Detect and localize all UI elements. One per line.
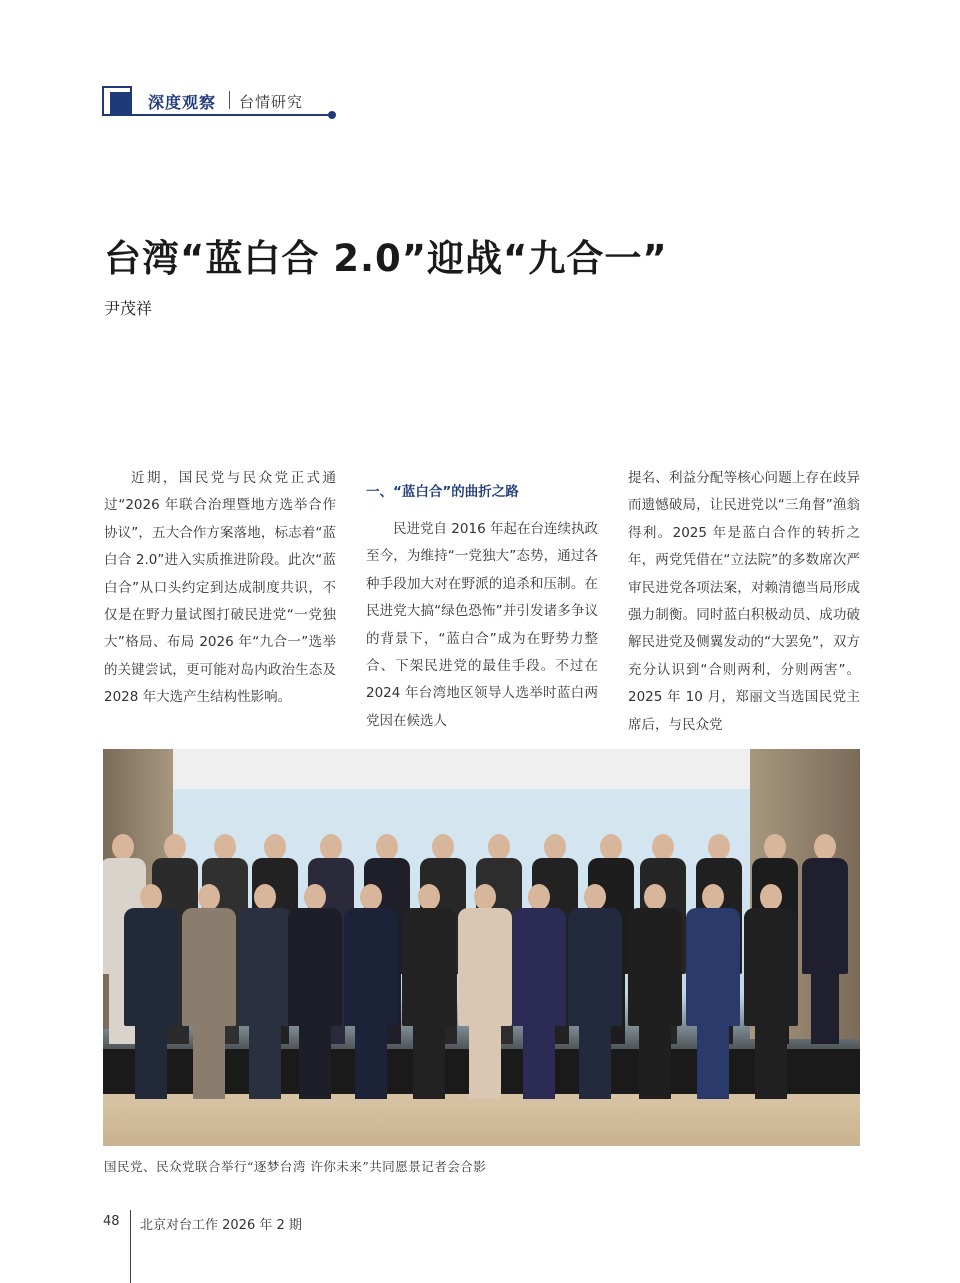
person-head bbox=[528, 884, 550, 910]
photo-floor bbox=[103, 1094, 860, 1146]
section-subtitle: 台情研究 bbox=[239, 93, 304, 111]
article-title: 台湾“蓝白合 2.0”迎战“九合一” bbox=[104, 237, 668, 280]
person-body bbox=[686, 908, 740, 1026]
person-head bbox=[652, 834, 674, 860]
person-head bbox=[164, 834, 186, 860]
person-legs bbox=[639, 1026, 671, 1099]
section-underline bbox=[102, 114, 331, 116]
person-body bbox=[744, 908, 798, 1026]
person-body bbox=[458, 908, 512, 1026]
person-legs bbox=[249, 1026, 281, 1099]
group-photo bbox=[103, 749, 860, 1146]
person-body bbox=[238, 908, 292, 1026]
footer-separator bbox=[130, 1210, 131, 1283]
photo-person bbox=[344, 884, 398, 1099]
photo-person bbox=[686, 884, 740, 1099]
photo-person bbox=[628, 884, 682, 1099]
person-head bbox=[474, 884, 496, 910]
person-legs bbox=[579, 1026, 611, 1099]
person-head bbox=[488, 834, 510, 860]
paragraph-2: 民进党自 2016 年起在台连续执政至今，为维持“一党独大”态势，通过各种手段加大对在野派的追杀和压制。在民进党大搞“绿色恐怖”并引发诸多争议的背景下，“蓝白合”成为在野势力整合、下架民进党的最佳手段。不过在 2024 年台湾地区领导人选举时蓝白两党因在候选人 bbox=[366, 521, 598, 729]
person-head bbox=[320, 834, 342, 860]
person-head bbox=[814, 834, 836, 860]
person-head bbox=[432, 834, 454, 860]
photo-person bbox=[124, 884, 178, 1099]
text-column-3 bbox=[628, 465, 860, 739]
person-head bbox=[198, 884, 220, 910]
person-head bbox=[264, 834, 286, 860]
photo-caption: 国民党、民众党联合举行“逐梦台湾 许你未来”共同愿景记者会合影 bbox=[104, 1159, 487, 1174]
person-body bbox=[402, 908, 456, 1026]
subheading: 一、“蓝白合”的曲折之路 bbox=[366, 484, 519, 500]
person-legs bbox=[135, 1026, 167, 1099]
person-head bbox=[214, 834, 236, 860]
person-body bbox=[288, 908, 342, 1026]
section-title: 深度观察 bbox=[148, 93, 217, 112]
photo-person bbox=[402, 884, 456, 1099]
section-dot-icon bbox=[328, 111, 336, 119]
article-author: 尹茂祥 bbox=[104, 299, 153, 318]
person-body bbox=[512, 908, 566, 1026]
person-head bbox=[254, 884, 276, 910]
photo-person bbox=[458, 884, 512, 1099]
photo-person bbox=[802, 834, 848, 1044]
person-legs bbox=[299, 1026, 331, 1099]
person-legs bbox=[811, 974, 839, 1045]
person-head bbox=[544, 834, 566, 860]
person-head bbox=[140, 884, 162, 910]
photo-person bbox=[288, 884, 342, 1099]
person-legs bbox=[413, 1026, 445, 1099]
text-column-1 bbox=[104, 465, 336, 712]
person-legs bbox=[355, 1026, 387, 1099]
photo-ceiling bbox=[103, 749, 860, 789]
person-head bbox=[702, 884, 724, 910]
person-legs bbox=[469, 1026, 501, 1099]
person-head bbox=[418, 884, 440, 910]
person-body bbox=[568, 908, 622, 1026]
section-tag bbox=[102, 86, 334, 118]
photo-person bbox=[568, 884, 622, 1099]
page-number: 48 bbox=[103, 1214, 120, 1229]
person-head bbox=[304, 884, 326, 910]
person-head bbox=[584, 884, 606, 910]
text-column-2 bbox=[366, 465, 598, 735]
person-head bbox=[644, 884, 666, 910]
person-legs bbox=[755, 1026, 787, 1099]
person-legs bbox=[193, 1026, 225, 1099]
person-head bbox=[360, 884, 382, 910]
person-body bbox=[124, 908, 178, 1026]
publication-name: 北京对台工作 2026 年 2 期 bbox=[140, 1218, 302, 1233]
photo-person bbox=[182, 884, 236, 1099]
section-square-fill bbox=[110, 92, 132, 116]
section-separator bbox=[229, 91, 230, 109]
photo-person bbox=[512, 884, 566, 1099]
person-body bbox=[802, 858, 848, 974]
person-head bbox=[112, 834, 134, 860]
person-head bbox=[376, 834, 398, 860]
person-body bbox=[628, 908, 682, 1026]
photo-person bbox=[744, 884, 798, 1099]
person-head bbox=[764, 834, 786, 860]
person-head bbox=[600, 834, 622, 860]
person-body bbox=[182, 908, 236, 1026]
paragraph-intro: 近期，国民党与民众党正式通过“2026 年联合治理暨地方选举合作协议”，五大合作方案落地，标志着“蓝白合 2.0”进入实质推进阶段。此次“蓝白合”从口头约定到达成制度共识，不仅是在野力量试图打破民进党“一党独大”格局、布局 2026 年“九合一”选举的关键尝试，更可能对岛内政治生态及 2028 年大选产生结构性影响。 bbox=[104, 470, 336, 706]
person-legs bbox=[697, 1026, 729, 1099]
person-head bbox=[760, 884, 782, 910]
paragraph-3: 提名、利益分配等核心问题上存在歧异而遗憾破局，让民进党以“三角督”渔翁得利。2025 年是蓝白合作的转折之年，两党凭借在“立法院”的多数席次严审民进党各项法案，对赖清德当局形成强力制衡。同时蓝白积极动员、成功破解民进党及侧翼发动的“大罢免”，双方充分认识到“合则两利，分则两害”。2025 年 10 月，郑丽文当选国民党主席后，与民众党 bbox=[628, 470, 860, 733]
person-body bbox=[344, 908, 398, 1026]
person-head bbox=[708, 834, 730, 860]
photo-person bbox=[238, 884, 292, 1099]
person-legs bbox=[523, 1026, 555, 1099]
